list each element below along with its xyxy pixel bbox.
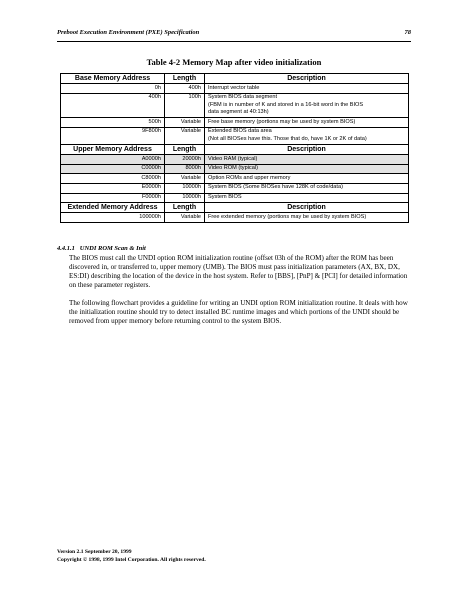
address-cell: 500h (61, 118, 165, 128)
address-cell: 100000h (61, 213, 165, 223)
description-cell (205, 93, 409, 118)
table-row (61, 84, 409, 94)
footer-version: Version 2.1 September 20, 1999 (57, 549, 132, 555)
column-header: Description (205, 145, 409, 155)
column-header: Length (165, 74, 205, 84)
description-line: Extended BIOS data area (208, 128, 272, 135)
column-header: Description (205, 203, 409, 213)
address-cell: 400h (61, 93, 165, 118)
paragraph-1: The BIOS must call the UNDI option ROM initialization routine (offset 03h of the ROM) after the ROM has been discovered in, or transferred to, upper memory (UMB). The BIOS must pass initialization parameters (AX, BX, DX, ES:DI) describing the location of the device in the host system. Refer to [BBS], [PnP] & [PCI] for detailed information on these parameter registers. (69, 254, 408, 289)
table-row (61, 174, 409, 184)
column-header: Description (205, 74, 409, 84)
description-line: (Not all BIOSes have this. Those that do, have 1K or 2K of data) (208, 136, 367, 143)
address-cell: E0000h (61, 183, 165, 193)
table-row (61, 183, 409, 193)
length-cell: 10000h (165, 193, 205, 203)
table-header-row (61, 145, 409, 155)
column-header: Base Memory Address (61, 74, 165, 84)
description-line: Free extended memory (portions may be used by system BIOS) (208, 213, 367, 220)
description-line: Free base memory (portions may be used by system BIOS) (208, 118, 356, 125)
column-header: Length (165, 203, 205, 213)
document-title: Preboot Execution Environment (PXE) Specification (57, 29, 200, 36)
address-cell: A0000h (61, 155, 165, 165)
description-line: data segment at 40:13h) (208, 109, 269, 116)
length-cell: 8000h (165, 164, 205, 174)
length-cell: Variable (165, 213, 205, 223)
column-header: Extended Memory Address (61, 203, 165, 213)
table-row (61, 193, 409, 203)
table-header-row (61, 74, 409, 84)
table-header-row (61, 203, 409, 213)
table-row (61, 213, 409, 223)
section-title: UNDI ROM Scan & Init (79, 245, 146, 252)
description-cell (205, 127, 409, 144)
description-line: (FBM is in number of K and stored in a 16-bit word in the BIOS (208, 101, 364, 108)
table-caption: Table 4-2 Memory Map after video initialization (146, 57, 322, 67)
memory-map-table (60, 73, 409, 223)
length-cell: Variable (165, 118, 205, 128)
description-line: Option ROMs and upper memory (208, 174, 291, 181)
description-cell (205, 84, 409, 94)
description-line: Video ROM (typical) (208, 165, 258, 172)
address-cell: 0h (61, 84, 165, 94)
length-cell: 400h (165, 84, 205, 94)
description-line: System BIOS data segment (208, 94, 278, 101)
address-cell: C0000h (61, 164, 165, 174)
table-row (61, 127, 409, 144)
address-cell: F0000h (61, 193, 165, 203)
footer-copyright: Copyright © 1998, 1999 Intel Corporation. All rights reserved. (57, 556, 206, 563)
column-header: Length (165, 145, 205, 155)
address-cell: C8000h (61, 174, 165, 184)
table-row (61, 155, 409, 165)
length-cell: 100h (165, 93, 205, 118)
description-cell (205, 193, 409, 203)
description-cell (205, 155, 409, 165)
length-cell: Variable (165, 174, 205, 184)
page-header (57, 29, 411, 42)
table-row (61, 118, 409, 128)
description-line: System BIOS (208, 194, 242, 201)
section-number: 4.4.1.1 (57, 245, 75, 252)
description-cell (205, 183, 409, 193)
description-cell (205, 118, 409, 128)
address-cell: 9F800h (61, 127, 165, 144)
description-line: System BIOS (Some BIOSes have 128K of code/data) (208, 184, 343, 191)
description-line: Video RAM (typical) (208, 155, 258, 162)
column-header: Upper Memory Address (61, 145, 165, 155)
table-row (61, 93, 409, 118)
page-footer (57, 549, 206, 564)
paragraph-2: The following flowchart provides a guideline for writing an UNDI option ROM initialization routine. It deals with how the initialization routine should try to detect installed BC runtime images and which portions of the UNDI should be removed from upper memory before returning control to the system BIOS. (69, 299, 408, 325)
length-cell: 20000h (165, 155, 205, 165)
table-row (61, 164, 409, 174)
length-cell: Variable (165, 127, 205, 144)
section-heading (57, 245, 146, 252)
description-cell (205, 174, 409, 184)
description-line: Interrupt vector table (208, 84, 260, 91)
description-cell (205, 213, 409, 223)
page-number: 78 (404, 29, 411, 36)
description-cell (205, 164, 409, 174)
length-cell: 10000h (165, 183, 205, 193)
